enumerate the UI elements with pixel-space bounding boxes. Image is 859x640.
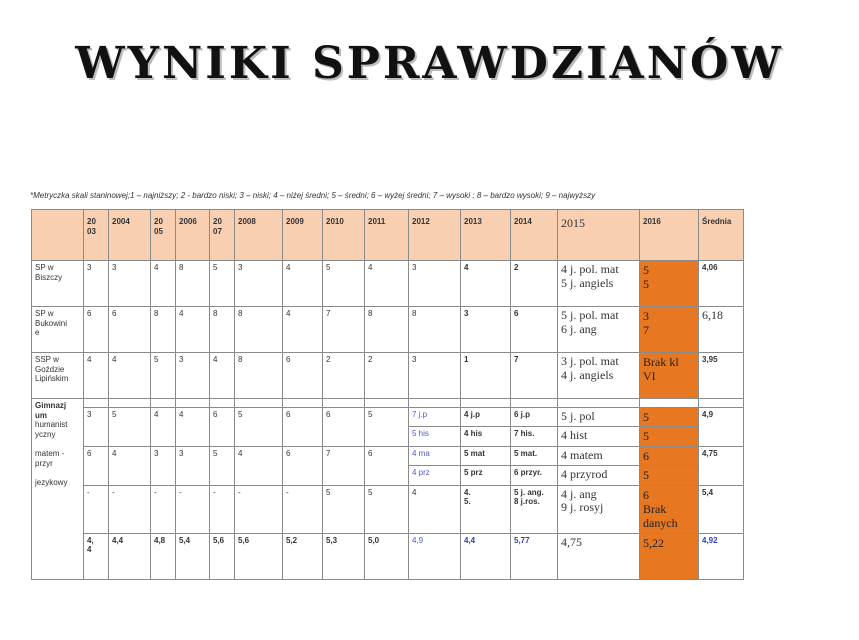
table-cell: 4 [109, 446, 151, 485]
average-cell: 4,75 [699, 446, 744, 485]
table-cell: 2 [365, 353, 409, 399]
table-cell: 3 [151, 446, 176, 485]
table-cell: 4 [235, 446, 283, 485]
table-cell: 3 [176, 446, 210, 485]
table-cell: 4 j.p [461, 408, 511, 427]
table-cell: 4 j. ang 9 j. rosyj [558, 485, 640, 533]
header-cell: 2016 [640, 210, 699, 261]
table-cell: 6 [84, 307, 109, 353]
table-cell: 4 matem [558, 446, 640, 465]
header-cell: 2015 [558, 210, 640, 261]
gimnazjum-label: Gimnazj um humanist yczny matem - przyr jezykowy [32, 399, 84, 580]
table-cell [640, 399, 699, 408]
school-name: SSP w Goździe Lipińskim [32, 353, 84, 399]
table-cell [210, 399, 235, 408]
table-row [32, 408, 744, 427]
table-cell: 5 prz [461, 466, 511, 485]
table-cell: 2 [511, 261, 558, 307]
table-cell: 6 przyr. [511, 466, 558, 485]
table-cell: 7 [323, 307, 365, 353]
table-cell: 5 [323, 261, 365, 307]
table-cell: 5 [151, 353, 176, 399]
table-cell: 7 [323, 446, 365, 485]
page-title: WYNIKI SPRAWDZIANÓW [75, 38, 784, 89]
table-cell: 3 [235, 261, 283, 307]
stanine-note: *Metryczka skali staninowej;1 – najniższy; 2 - bardzo niski; 3 – niski; 4 – niżej średni; 5 – średni; 6 – wyżej średni; 7 – wysoki ; 8 – bardzo wysoki; 9 – najwyższy [30, 191, 596, 200]
table-cell: 8 [365, 307, 409, 353]
table-cell: 4 [409, 485, 461, 533]
table-cell: 6 [365, 446, 409, 485]
table-cell [109, 399, 151, 408]
table-row [32, 307, 744, 353]
average-cell: 4,4 [461, 533, 511, 579]
table-cell: 4. 5. [461, 485, 511, 533]
table-cell: 3 [84, 261, 109, 307]
highlight-cell: 5 [640, 466, 699, 485]
table-cell: 3 [109, 261, 151, 307]
table-cell: 4 hist [558, 427, 640, 446]
table-cell: 6 [323, 408, 365, 447]
average-cell: 4,92 [699, 533, 744, 579]
header-cell: 2008 [235, 210, 283, 261]
average-cell: 4,9 [699, 408, 744, 447]
average-cell: 4, 4 [84, 533, 109, 579]
school-name: SP w Bukowini e [32, 307, 84, 353]
table-cell: 4 j. pol. mat 5 j. angiels [558, 261, 640, 307]
table-cell: 4 [365, 261, 409, 307]
table-cell: 4 his [461, 427, 511, 446]
table-row [32, 399, 744, 408]
average-cell: 6,18 [699, 307, 744, 353]
table-row [32, 353, 744, 399]
average-cell: 5,4 [699, 485, 744, 533]
table-cell: 5 [210, 261, 235, 307]
average-cell: 5,77 [511, 533, 558, 579]
table-cell: 4 [283, 261, 323, 307]
table-cell: 8 [409, 307, 461, 353]
table-cell: 4 [176, 307, 210, 353]
table-cell: 8 [151, 307, 176, 353]
table-cell [558, 399, 640, 408]
average-cell: 5,3 [323, 533, 365, 579]
table-cell: 7 j.p [409, 408, 461, 427]
table-cell: 5 [235, 408, 283, 447]
table-cell: 4 [283, 307, 323, 353]
header-cell: 2009 [283, 210, 323, 261]
table-cell: 4 [84, 353, 109, 399]
average-cell: 3,95 [699, 353, 744, 399]
table-cell: 6 [283, 446, 323, 485]
table-cell: 3 [461, 307, 511, 353]
table-cell: 5 [365, 408, 409, 447]
table-cell: 2 [323, 353, 365, 399]
highlight-cell: 3 7 [640, 307, 699, 353]
table-row [32, 485, 744, 533]
table-cell: 3 [409, 353, 461, 399]
table-cell: 5 [109, 408, 151, 447]
average-cell: 5,6 [235, 533, 283, 579]
header-cell: 2013 [461, 210, 511, 261]
table-cell: 5 [365, 485, 409, 533]
table-cell: 7 his. [511, 427, 558, 446]
average-cell: 5,22 [640, 533, 699, 579]
table-cell: 3 j. pol. mat 4 j. angiels [558, 353, 640, 399]
table-row [32, 533, 744, 579]
table-cell: 5 mat. [511, 446, 558, 465]
table-cell [235, 399, 283, 408]
table-cell: 4 ma [409, 446, 461, 465]
table-cell [323, 399, 365, 408]
average-cell: 5,0 [365, 533, 409, 579]
table-cell: 4 przyrod [558, 466, 640, 485]
results-table [31, 209, 744, 580]
header-cell: 2012 [409, 210, 461, 261]
table-cell: - [210, 485, 235, 533]
table-cell: - [109, 485, 151, 533]
table-cell [151, 399, 176, 408]
table-cell: 8 [176, 261, 210, 307]
table-cell: 5 his [409, 427, 461, 446]
table-cell: 5 j. pol [558, 408, 640, 427]
header-cell: 20 03 [84, 210, 109, 261]
table-cell: 4 [109, 353, 151, 399]
table-cell: 6 [511, 307, 558, 353]
table-cell: 8 [235, 307, 283, 353]
header-cell: 2011 [365, 210, 409, 261]
table-cell: 6 [210, 408, 235, 447]
table-cell: 4 [151, 261, 176, 307]
school-name: SP w Biszczy [32, 261, 84, 307]
table-cell: 5 j. ang. 8 j.ros. [511, 485, 558, 533]
header-cell [32, 210, 84, 261]
highlight-cell: 5 [640, 427, 699, 446]
table-cell: 5 [210, 446, 235, 485]
average-cell: 4,9 [409, 533, 461, 579]
table-cell: 6 [109, 307, 151, 353]
table-cell [511, 399, 558, 408]
table-cell: 5 [323, 485, 365, 533]
table-cell [283, 399, 323, 408]
average-cell: 4,8 [151, 533, 176, 579]
table-cell: 6 [283, 353, 323, 399]
average-cell: 4,06 [699, 261, 744, 307]
table-cell [699, 399, 744, 408]
table-cell: - [151, 485, 176, 533]
table-row [32, 261, 744, 307]
table-cell [461, 399, 511, 408]
average-cell: 5,4 [176, 533, 210, 579]
highlight-cell: Brak kl VI [640, 353, 699, 399]
average-cell: 5,6 [210, 533, 235, 579]
header-cell: 2010 [323, 210, 365, 261]
table-cell: 6 [84, 446, 109, 485]
header-cell: Średnia [699, 210, 744, 261]
table-cell [409, 399, 461, 408]
table-cell: 6 j.p [511, 408, 558, 427]
header-cell: 20 05 [151, 210, 176, 261]
header-cell: 2014 [511, 210, 558, 261]
table-cell: - [235, 485, 283, 533]
highlight-cell: 5 [640, 408, 699, 427]
table-cell: 4 [210, 353, 235, 399]
table-cell: 8 [235, 353, 283, 399]
average-cell: 4,75 [558, 533, 640, 579]
table-cell: 4 [176, 408, 210, 447]
table-row [32, 446, 744, 465]
table-cell: 3 [176, 353, 210, 399]
table-cell: 4 [461, 261, 511, 307]
average-cell: 5,2 [283, 533, 323, 579]
highlight-cell: 6 [640, 446, 699, 465]
table-cell: 3 [84, 408, 109, 447]
table-cell: 4 [151, 408, 176, 447]
header-cell: 2004 [109, 210, 151, 261]
table-cell: 1 [461, 353, 511, 399]
header-cell: 20 07 [210, 210, 235, 261]
table-row [32, 210, 744, 261]
average-cell: 4,4 [109, 533, 151, 579]
table-cell: 6 [283, 408, 323, 447]
table-cell: 3 [409, 261, 461, 307]
highlight-cell: 5 5 [640, 261, 699, 307]
table-cell: 7 [511, 353, 558, 399]
table-cell: - [283, 485, 323, 533]
table-cell: 5 j. pol. mat 6 j. ang [558, 307, 640, 353]
highlight-cell: 6 Brak danych [640, 485, 699, 533]
table-cell [365, 399, 409, 408]
table-cell: 5 mat [461, 446, 511, 465]
table-cell: 8 [210, 307, 235, 353]
table-cell [176, 399, 210, 408]
table-cell: - [84, 485, 109, 533]
table-cell [84, 399, 109, 408]
header-cell: 2006 [176, 210, 210, 261]
table-cell: 4 prz [409, 466, 461, 485]
table-cell: - [176, 485, 210, 533]
